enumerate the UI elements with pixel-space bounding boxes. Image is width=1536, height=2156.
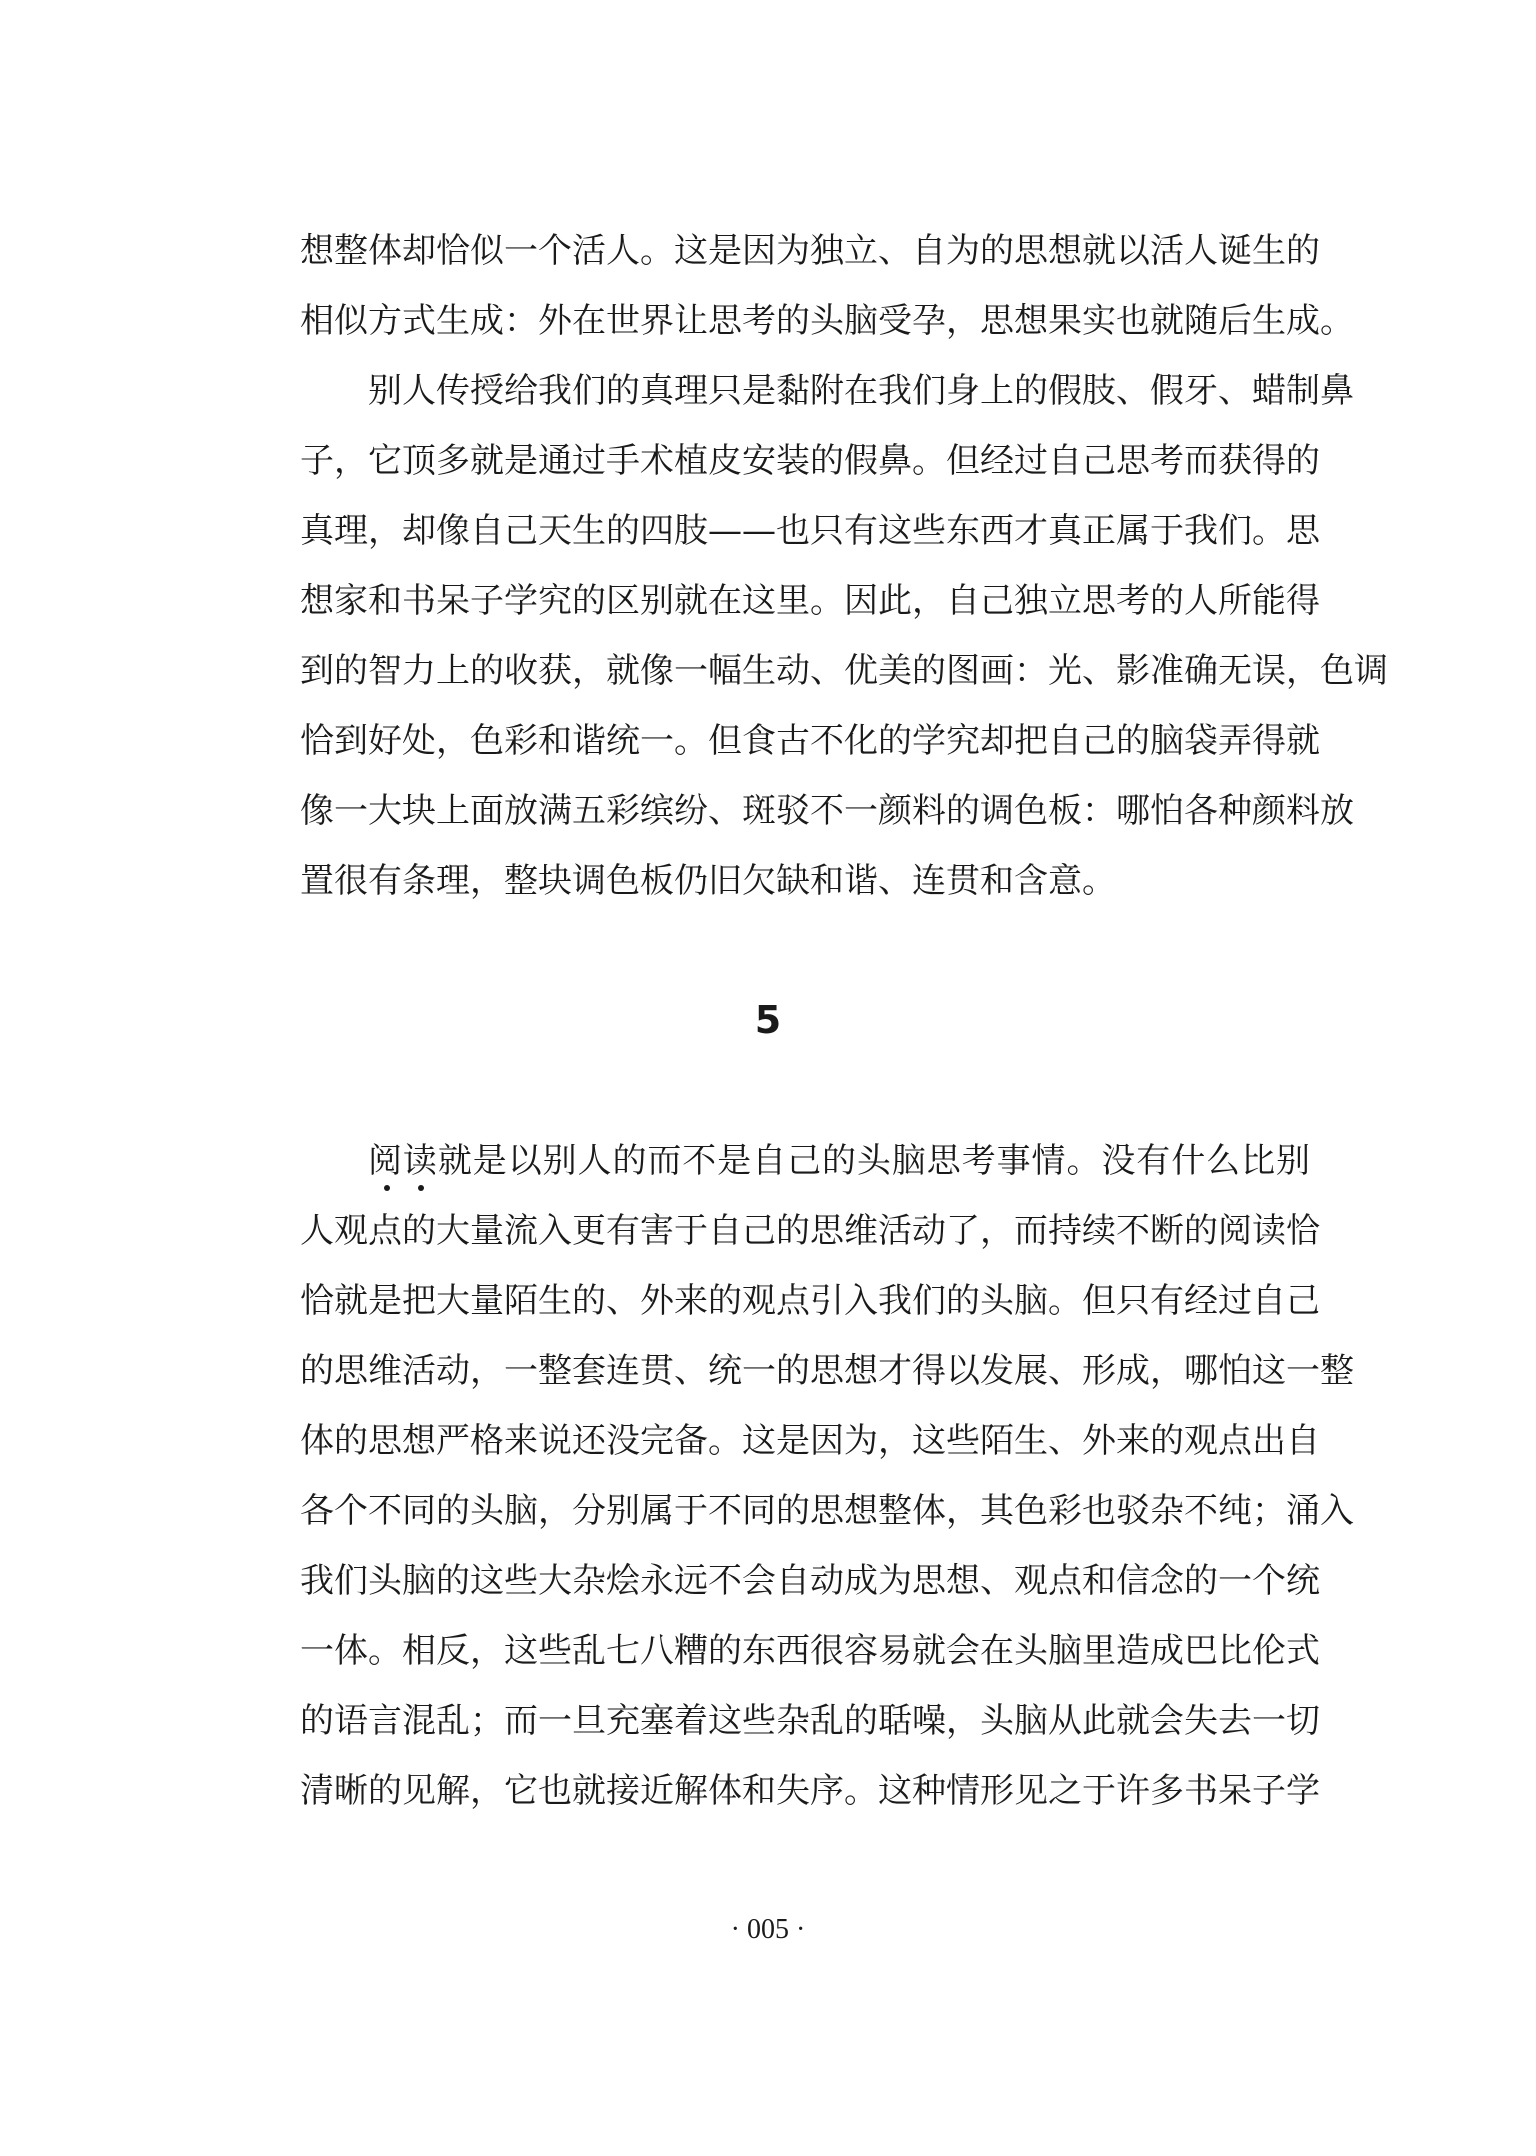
emphasis-dot: [384, 1185, 390, 1191]
paragraph-3-line-7: 我们头脑的这些大杂烩永远不会自动成为思想、观点和信念的一个统: [300, 1561, 1320, 1601]
paragraph-2-line-2: 子，它顶多就是通过手术植皮安装的假鼻。但经过自己思考而获得的: [300, 441, 1320, 481]
paragraph-1-line-1: 想整体却恰似一个活人。这是因为独立、自为的思想就以活人诞生的: [300, 231, 1320, 271]
paragraph-3-line-3: 恰就是把大量陌生的、外来的观点引入我们的头脑。但只有经过自己: [300, 1281, 1320, 1321]
paragraph-3-line-2: 人观点的大量流入更有害于自己的思维活动了，而持续不断的阅读恰: [300, 1211, 1320, 1251]
emphasis-dot: [418, 1185, 424, 1191]
paragraph-3-line-4: 的思维活动，一整套连贯、统一的思想才得以发展、形成，哪怕这一整: [300, 1351, 1354, 1391]
page-number: · 005 ·: [730, 1914, 806, 1945]
paragraph-2-line-4: 想家和书呆子学究的区别就在这里。因此，自己独立思考的人所能得: [300, 581, 1320, 621]
paragraph-2-line-5: 到的智力上的收获，就像一幅生动、优美的图画：光、影准确无误，色调: [300, 651, 1388, 691]
paragraph-3-line-10: 清晰的见解，它也就接近解体和失序。这种情形见之于许多书呆子学: [300, 1771, 1320, 1811]
paragraph-2-line-7: 像一大块上面放满五彩缤纷、斑驳不一颜料的调色板：哪怕各种颜料放: [300, 791, 1354, 831]
paragraph-2-line-6: 恰到好处，色彩和谐统一。但食古不化的学究却把自己的脑袋弄得就: [300, 721, 1320, 761]
paragraph-3-line-6: 各个不同的头脑，分别属于不同的思想整体，其色彩也驳杂不纯；涌入: [300, 1491, 1354, 1531]
paragraph-3-line-8: 一体。相反，这些乱七八糟的东西很容易就会在头脑里造成巴比伦式: [300, 1631, 1320, 1671]
paragraph-2-line-1: 别人传授给我们的真理只是黏附在我们身上的假肢、假牙、蜡制鼻: [368, 371, 1354, 411]
paragraph-2-line-8: 置很有条理，整块调色板仍旧欠缺和谐、连贯和含意。: [300, 861, 1116, 901]
paragraph-2-line-3: 真理，却像自己天生的四肢——也只有这些东西才真正属于我们。思: [300, 511, 1320, 551]
paragraph-3-line-5: 体的思想严格来说还没完备。这是因为，这些陌生、外来的观点出自: [300, 1421, 1320, 1461]
paragraph-3-line-9: 的语言混乱；而一旦充塞着这些杂乱的聒噪，头脑从此就会失去一切: [300, 1701, 1320, 1741]
section-number: 5: [754, 998, 782, 1042]
paragraph-1-line-2: 相似方式生成：外在世界让思考的头脑受孕，思想果实也就随后生成。: [300, 301, 1354, 341]
paragraph-3-line-1: 阅读就是以别人的而不是自己的头脑思考事情。没有什么比别: [368, 1141, 1310, 1181]
